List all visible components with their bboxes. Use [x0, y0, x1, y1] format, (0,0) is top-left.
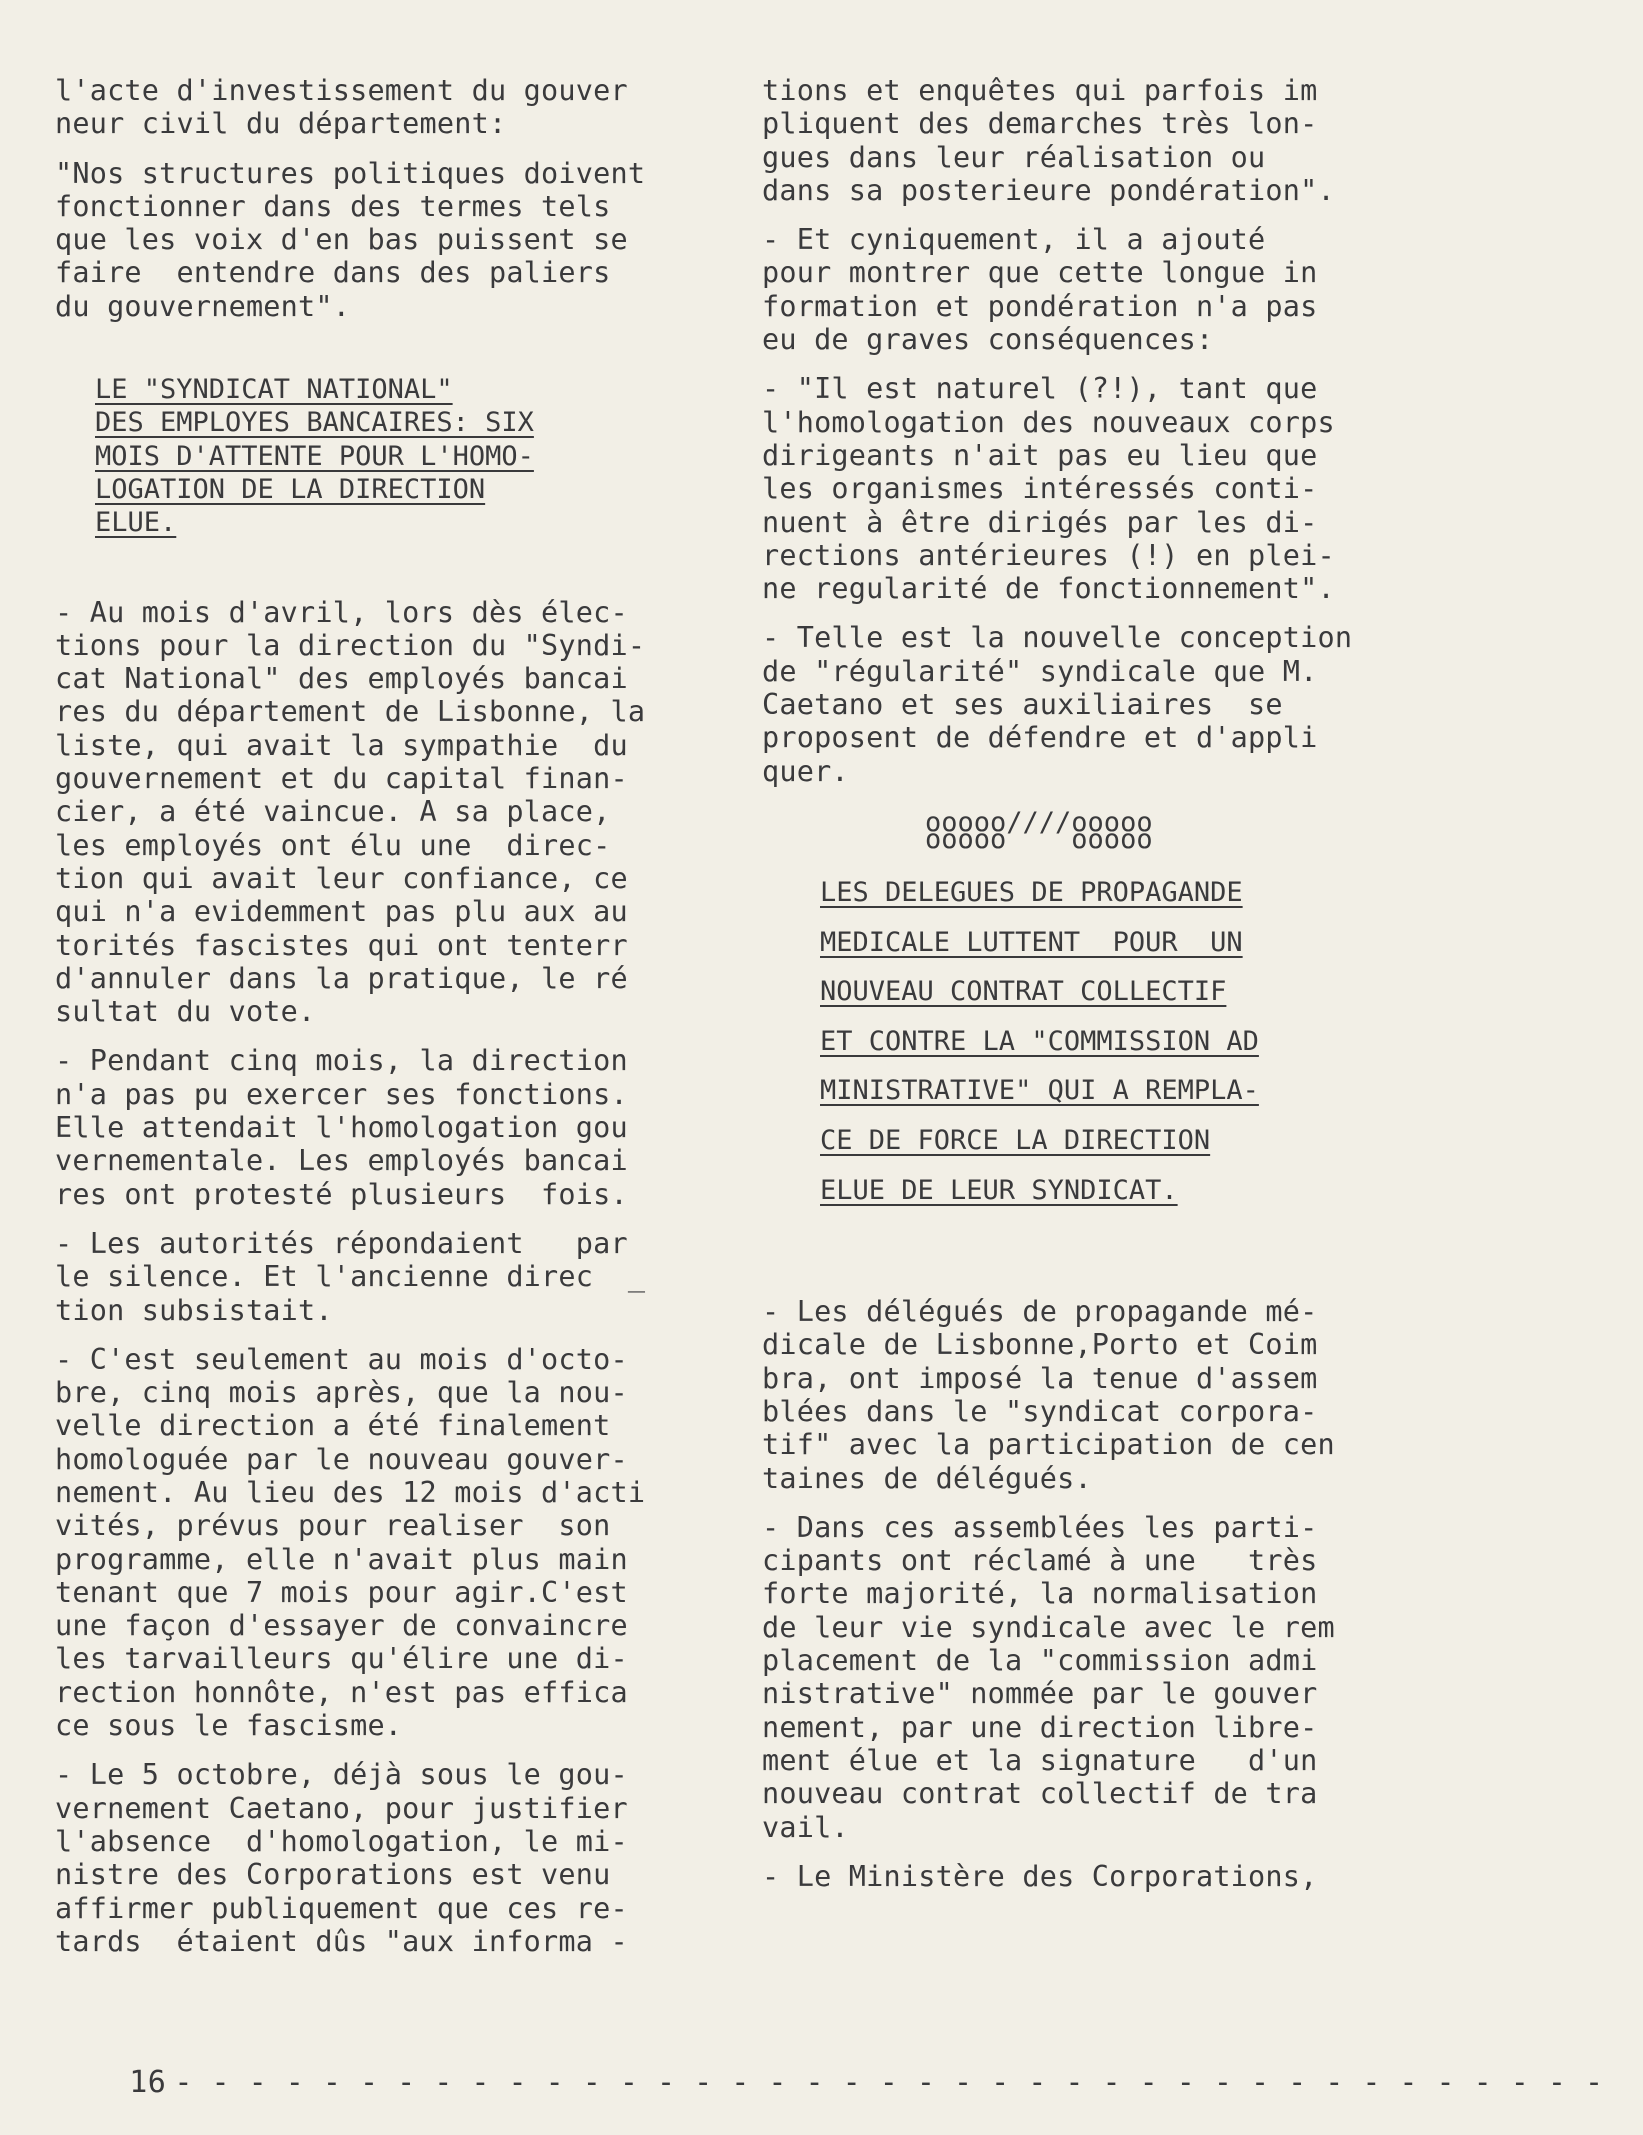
- body-paragraph: tions et enquêtes qui parfois im pliquent des demarches très lon- gues dans leur réalisation ou dans sa posterieure pondération".: [762, 74, 1335, 207]
- section-separator: ooooo////ooooo ooooo ooooo: [925, 806, 1153, 855]
- body-paragraph: - Dans ces assemblées les parti- cipants ont réclamé à une très forte majorité, la normalisation de leur vie syndicale avec le rem placement de la "commission admi nistrative" nommée par le gouver nement, par une direction libre- ment élue et la signature d'un nouveau contrat collectif de tra vail.: [762, 1510, 1335, 1844]
- intro-paragraph: l'acte d'investissement du gouver neur civil du département:: [55, 74, 628, 141]
- body-paragraph: - Et cyniquement, il a ajouté pour montrer que cette longue in formation et pondération n'a pas eu de graves conséquences:: [762, 223, 1318, 357]
- section-heading-bank-employees: LE "SYNDICAT NATIONAL" DES EMPLOYES BANCAIRES: SIX MOIS D'ATTENTE POUR L'HOMO- LOGATION DE LA DIRECTION ELUE.: [95, 374, 534, 539]
- body-paragraph: - Au mois d'avril, lors dès élec- tions pour la direction du "Syndi- cat National" des employés bancai res du département de Lisbonne, la liste, qui avait la sympathie du gouvernement et du capital finan- cier, a été vaincue. A sa place, les employés ont élu une direc- tion qui avait leur confiance, ce qui n'a evidemment pas plu aux au torités fascistes qui ont tenterr d'annuler dans la pratique, le ré sultat du vote.: [55, 595, 646, 1029]
- quote-paragraph: "Nos structures politiques doivent fonctionner dans des termes tels que les voix d'en bas puissent se faire entendre dans des paliers du gouvernement".: [55, 156, 646, 323]
- right-column: [762, 74, 1422, 1909]
- body-paragraph: - Le Ministère des Corporations,: [762, 1859, 1318, 1893]
- body-paragraph: - C'est seulement au mois d'octo- bre, cinq mois après, que la nou- velle direction a été finalement homologuée par le nouveau gouver- nement. Au lieu des 12 mois d'acti vités, prévus pour realiser son programme, elle n'avait plus main tenant que 7 mois pour agir.C'est une façon d'essayer de convaincre les tarvailleurs qu'élire une di- rection honnôte, n'est pas effica ce sous le fascisme.: [55, 1342, 646, 1743]
- body-paragraph: - Le 5 octobre, déjà sous le gou- vernement Caetano, pour justifier l'absence d'homologation, le mi- nistre des Corporations est venu affirmer publiquement que ces re- tards étaient dûs "aux informa -: [55, 1758, 628, 1958]
- footer-rule: - - - - - - - - - - - - - - - - - - - - - - - - - - - - - - - - - - - - - - -: [174, 2065, 1604, 2100]
- section-heading-medical-delegates: LES DELEGUES DE PROPAGANDE MEDICALE LUTTENT POUR UN NOUVEAU CONTRAT COLLECTIF ET CONTRE LA "COMMISSION AD MINISTRATIVE" QUI A REMPLA- CE DE FORCE LA DIRECTION ELUE DE LEUR SYNDICAT.: [820, 876, 1259, 1206]
- body-paragraph: - Les autorités répondaient par le silence. Et l'ancienne direc _ tion subsistait.: [55, 1226, 646, 1327]
- body-paragraph: - "Il est naturel (?!), tant que l'homologation des nouveaux corps dirigeants n'ait pas eu lieu que les organismes intéressés conti- nuent à être dirigés par les di- rections antérieures (!) en plei- ne regularité de fonctionnement".: [762, 372, 1335, 606]
- left-column: [55, 74, 715, 1974]
- page-number: 16: [129, 2065, 167, 2100]
- page-footer: [55, 2030, 1604, 2135]
- body-paragraph: - Pendant cinq mois, la direction n'a pas pu exercer ses fonctions. Elle attendait l'homologation gou vernementale. Les employés bancai res ont protesté plusieurs fois.: [55, 1044, 628, 1211]
- body-paragraph: - Les délégués de propagande mé- dicale de Lisbonne,Porto et Coim bra, ont imposé la tenue d'assem blées dans le "syndicat corpora- tif" avec la participation de cen taines de délégués.: [762, 1295, 1335, 1495]
- body-paragraph: - Telle est la nouvelle conception de "régularité" syndicale que M. Caetano et ses auxiliaires se proposent de défendre et d'appli quer.: [762, 621, 1353, 788]
